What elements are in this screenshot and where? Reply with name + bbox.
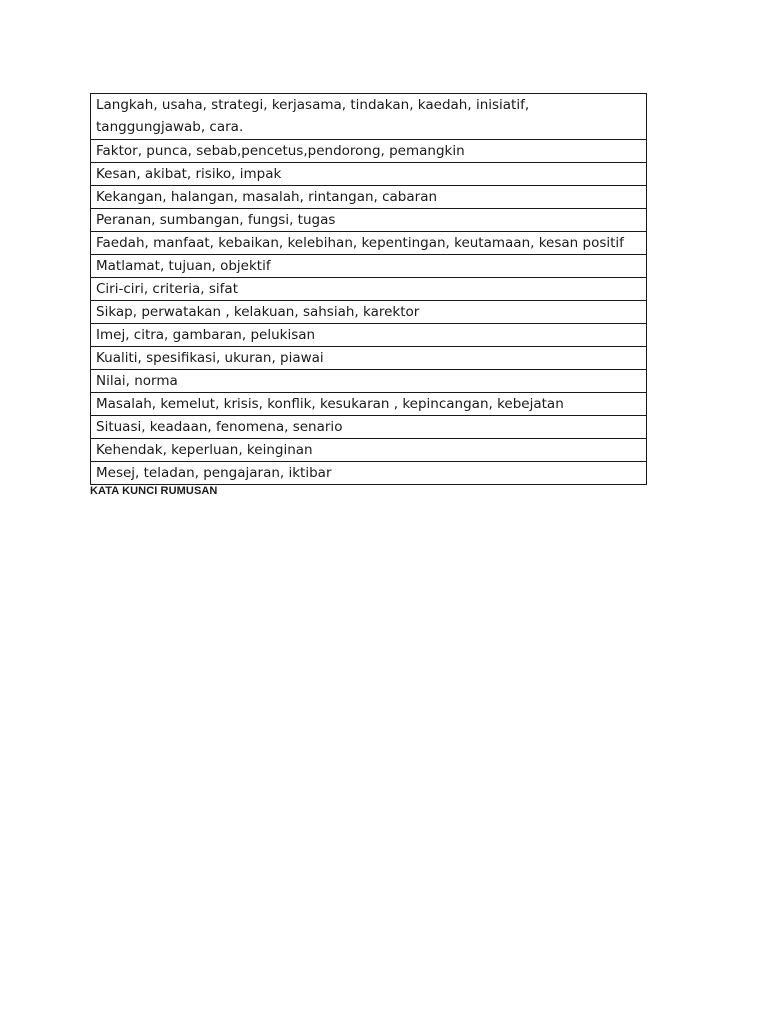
- table-row: [91, 416, 647, 439]
- table-row: [91, 347, 647, 370]
- table-row: [91, 255, 647, 278]
- table-row: [91, 278, 647, 301]
- table-cell: Faedah, manfaat, kebaikan, kelebihan, kepentingan, keutamaan, kesan positif: [91, 232, 647, 255]
- table-row: [91, 232, 647, 255]
- table-row: [91, 370, 647, 393]
- table-cell: Kekangan, halangan, masalah, rintangan, cabaran: [91, 186, 647, 209]
- table-cell: Ciri-ciri, criteria, sifat: [91, 278, 647, 301]
- table-row: [91, 163, 647, 186]
- table-row: [91, 393, 647, 416]
- keyword-table: [90, 93, 647, 485]
- table-row: [91, 301, 647, 324]
- table-row: [91, 94, 647, 140]
- table-cell: Nilai, norma: [91, 370, 647, 393]
- table-row: [91, 209, 647, 232]
- keyword-table-body: [91, 94, 647, 485]
- table-cell: Sikap, perwatakan , kelakuan, sahsiah, karektor: [91, 301, 647, 324]
- table-cell: Masalah, kemelut, krisis, konflik, kesukaran , kepincangan, kebejatan: [91, 393, 647, 416]
- table-row: [91, 462, 647, 485]
- table-row: [91, 324, 647, 347]
- table-cell: Kualiti, spesifikasi, ukuran, piawai: [91, 347, 647, 370]
- table-cell: Kesan, akibat, risiko, impak: [91, 163, 647, 186]
- table-cell: Kehendak, keperluan, keinginan: [91, 439, 647, 462]
- table-cell: Imej, citra, gambaran, pelukisan: [91, 324, 647, 347]
- table-cell: Peranan, sumbangan, fungsi, tugas: [91, 209, 647, 232]
- table-cell: Matlamat, tujuan, objektif: [91, 255, 647, 278]
- table-row: [91, 186, 647, 209]
- table-row: [91, 439, 647, 462]
- table-cell: Mesej, teladan, pengajaran, iktibar: [91, 462, 647, 485]
- table-cell: Langkah, usaha, strategi, kerjasama, tindakan, kaedah, inisiatif, tanggungjawab, cara.: [91, 94, 647, 140]
- table-row: [91, 140, 647, 163]
- table-cell: Faktor, punca, sebab,pencetus,pendorong, pemangkin: [91, 140, 647, 163]
- table-cell: Situasi, keadaan, fenomena, senario: [91, 416, 647, 439]
- table-caption: KATA KUNCI RUMUSAN: [90, 485, 218, 497]
